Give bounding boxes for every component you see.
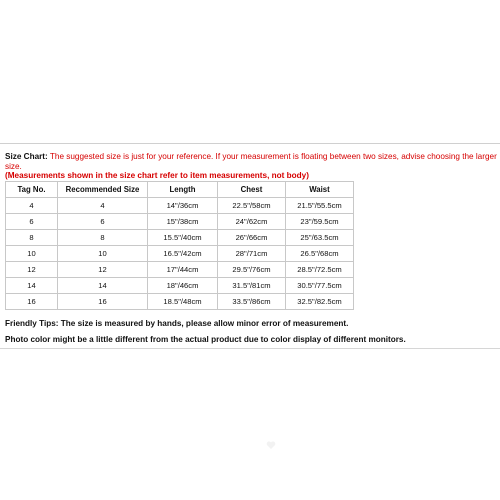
friendly-tips: Friendly Tips: The size is measured by hands, please allow minor error of measurement. [5, 319, 349, 328]
header-chest: Chest [218, 182, 286, 198]
cell-waist: 21.5"/55.5cm [286, 198, 354, 214]
cell-tag-no: 8 [6, 230, 58, 246]
table-row [6, 214, 354, 230]
cell-recommended-size: 6 [58, 214, 148, 230]
cell-length: 16.5"/42cm [148, 246, 218, 262]
table-row [6, 198, 354, 214]
cell-tag-no: 16 [6, 294, 58, 310]
cell-chest: 29.5"/76cm [218, 262, 286, 278]
cell-length: 14"/36cm [148, 198, 218, 214]
table-header-row [6, 182, 354, 198]
table-row [6, 246, 354, 262]
cell-tag-no: 4 [6, 198, 58, 214]
measurement-note: (Measurements shown in the size chart refer to item measurements, not body) [5, 171, 309, 180]
cell-waist: 26.5"/68cm [286, 246, 354, 262]
header-length: Length [148, 182, 218, 198]
cell-waist: 30.5"/77.5cm [286, 278, 354, 294]
cell-length: 18.5"/48cm [148, 294, 218, 310]
cell-length: 15"/38cm [148, 214, 218, 230]
cell-tag-no: 12 [6, 262, 58, 278]
cell-waist: 32.5"/82.5cm [286, 294, 354, 310]
top-divider [0, 143, 500, 144]
cell-recommended-size: 10 [58, 246, 148, 262]
cell-recommended-size: 16 [58, 294, 148, 310]
cell-chest: 28"/71cm [218, 246, 286, 262]
cell-recommended-size: 4 [58, 198, 148, 214]
table-row [6, 262, 354, 278]
header-recommended-size: Recommended Size [58, 182, 148, 198]
cell-chest: 31.5"/81cm [218, 278, 286, 294]
size-chart-heading [5, 152, 500, 172]
cell-tag-no: 14 [6, 278, 58, 294]
cell-tag-no: 6 [6, 214, 58, 230]
cell-waist: 25"/63.5cm [286, 230, 354, 246]
photo-color-tip: Photo color might be a little different from the actual product due to color display of different monitors. [5, 335, 406, 344]
cell-recommended-size: 14 [58, 278, 148, 294]
size-chart-label: Size Chart: [5, 152, 48, 161]
table-row [6, 278, 354, 294]
cell-chest: 33.5"/86cm [218, 294, 286, 310]
header-waist: Waist [286, 182, 354, 198]
cell-length: 15.5"/40cm [148, 230, 218, 246]
cell-length: 17"/44cm [148, 262, 218, 278]
size-table [5, 181, 354, 310]
size-chart-note: The suggested size is just for your reference. If your measurement is floating between two sizes, advise choosing the larger size. [5, 152, 497, 171]
cell-waist: 28.5"/72.5cm [286, 262, 354, 278]
cell-chest: 22.5"/58cm [218, 198, 286, 214]
cell-length: 18"/46cm [148, 278, 218, 294]
cell-tag-no: 10 [6, 246, 58, 262]
cell-chest: 26"/66cm [218, 230, 286, 246]
bottom-divider [0, 348, 500, 349]
cell-waist: 23"/59.5cm [286, 214, 354, 230]
cell-chest: 24"/62cm [218, 214, 286, 230]
table-row [6, 230, 354, 246]
cell-recommended-size: 8 [58, 230, 148, 246]
cell-recommended-size: 12 [58, 262, 148, 278]
heart-icon [266, 440, 276, 450]
header-tag-no: Tag No. [6, 182, 58, 198]
table-row [6, 294, 354, 310]
